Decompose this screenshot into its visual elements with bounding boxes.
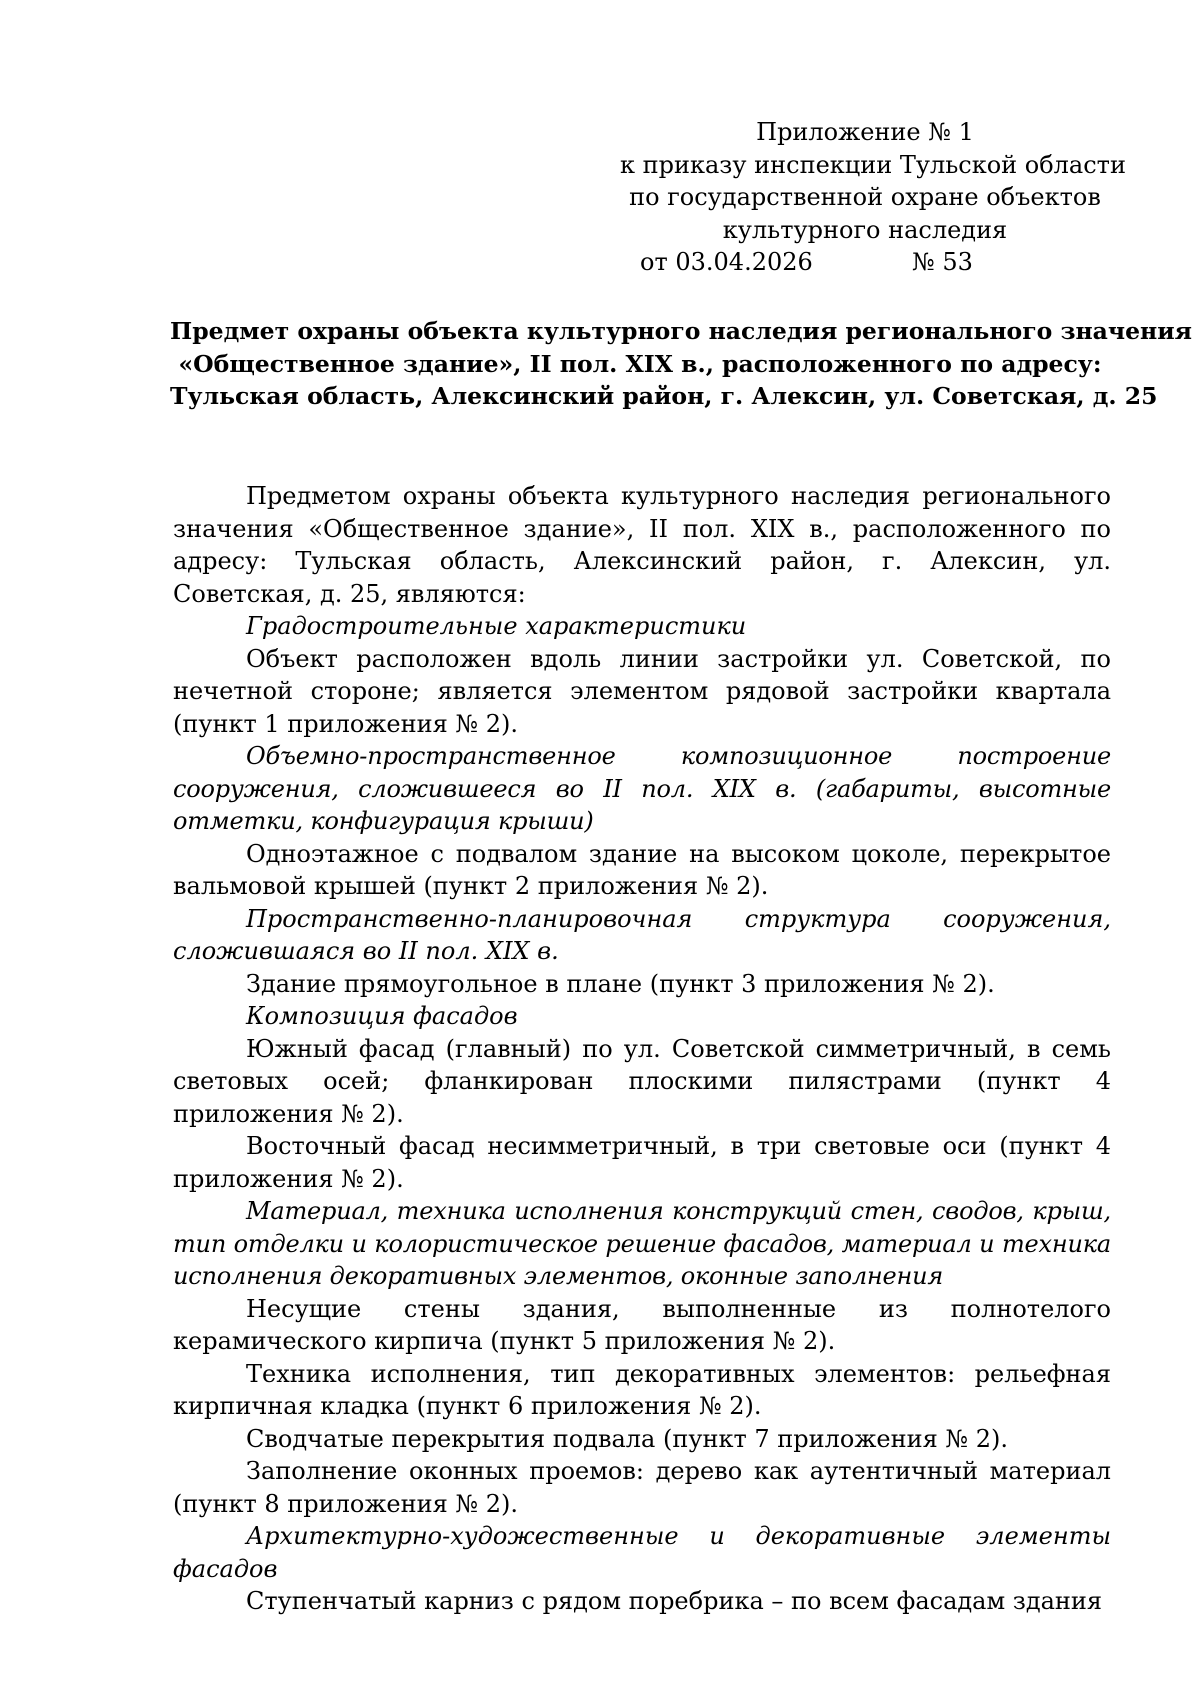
paragraph: Ступенчатый карниз с рядом поребрика – по всем фасадам здания xyxy=(246,1587,1103,1615)
title-line-1: Предмет охраны объекта культурного наследия регионального значения xyxy=(170,317,1193,345)
paragraph: Южный фасад (главный) по ул. Советской симметричный, в семь световых осей; фланкирован плоскими пилястрами (пункт 4 приложения № 2). xyxy=(173,1034,1111,1128)
document-body xyxy=(173,480,1111,1618)
paragraph: Объект расположен вдоль линии застройки ул. Советской, по нечетной стороне; является элементом рядовой застройки квартала (пункт 1 приложения № 2). xyxy=(173,644,1111,738)
appendix-header xyxy=(620,116,1126,279)
paragraph: Восточный фасад несимметричный, в три световые оси (пункт 4 приложения № 2). xyxy=(173,1132,1111,1193)
section-heading: Композиция фасадов xyxy=(246,1002,518,1030)
paragraph: Предметом охраны объекта культурного наследия регионального значения «Общественное здание», II пол. XIX в., расположенного по адресу: Тульская область, Алексинский район, г. Алексин, ул. Советская, д. 25, являются: xyxy=(173,482,1111,608)
title-line-3: Тульская область, Алексинский район, г. Алексин, ул. Советская, д. 25 xyxy=(170,382,1158,410)
paragraph: Заполнение оконных проемов: дерево как аутентичный материал (пункт 8 приложения № 2). xyxy=(173,1457,1111,1518)
paragraph: Техника исполнения, тип декоративных элементов: рельефная кирпичная кладка (пункт 6 приложения № 2). xyxy=(173,1359,1111,1420)
document-title xyxy=(170,315,1193,413)
order-line xyxy=(620,246,1110,279)
section-heading: Пространственно-планировочная структура сооружения, сложившаяся во II пол. XIX в. xyxy=(173,904,1111,965)
title-line-2: «Общественное здание», II пол. XIX в., расположенного по адресу: xyxy=(178,349,1102,378)
paragraph: Здание прямоугольное в плане (пункт 3 приложения № 2). xyxy=(246,969,995,998)
order-number: № 53 xyxy=(912,248,973,276)
appendix-line-4: культурного наследия xyxy=(722,215,1008,244)
order-date: от 03.04.2026 xyxy=(640,248,813,276)
paragraph: Сводчатые перекрытия подвала (пункт 7 приложения № 2). xyxy=(246,1424,1008,1453)
section-heading: Градостроительные характеристики xyxy=(246,612,747,640)
paragraph: Одноэтажное с подвалом здание на высоком цоколе, перекрытое вальмовой крышей (пункт 2 приложения № 2). xyxy=(173,839,1111,900)
appendix-line-3: по государственной охране объектов xyxy=(629,183,1101,211)
section-heading: Материал, техника исполнения конструкций стен, сводов, крыш, тип отделки и колористическое решение фасадов, материал и техника исполнения декоративных элементов, оконные заполнения xyxy=(173,1197,1111,1290)
appendix-line-2: к приказу инспекции Тульской области xyxy=(620,150,1126,179)
appendix-line-1: Приложение № 1 xyxy=(756,118,974,146)
paragraph: Несущие стены здания, выполненные из полнотелого керамического кирпича (пункт 5 приложения № 2). xyxy=(173,1294,1111,1355)
section-heading: Архитектурно-художественные и декоративные элементы фасадов xyxy=(173,1522,1111,1583)
section-heading: Объемно-пространственное композиционное построение сооружения, сложившееся во II пол. XIX в. (габариты, высотные отметки, конфигурация крыши) xyxy=(173,742,1111,835)
